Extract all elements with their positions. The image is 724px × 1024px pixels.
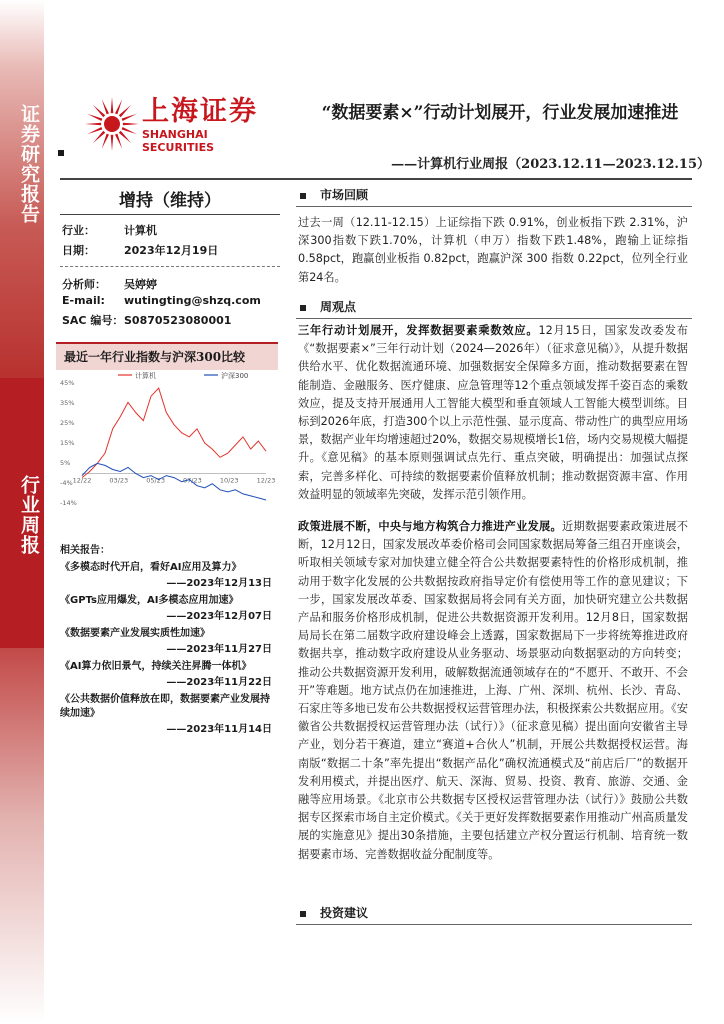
- logo-chinese-name: 上海证券: [142, 96, 258, 127]
- paragraph-2-lead: 政策进展不断，中央与地方构筑合力推进产业发展。: [298, 520, 563, 533]
- section-invest-title: 投资建议: [320, 906, 369, 920]
- y-tick-label: 35%: [60, 399, 75, 407]
- y-tick-label: 5%: [60, 459, 71, 467]
- related-reports: [60, 544, 272, 737]
- info-analyst-value: 吴婷婷: [124, 278, 157, 291]
- legend-label: 计算机: [135, 372, 156, 380]
- logo-ray: [122, 127, 137, 134]
- decorative-square: [58, 150, 64, 156]
- series-line-计算机: [82, 388, 266, 478]
- paragraph-1-lead: 三年行动计划展开，发挥数据要素乘数效应。: [298, 324, 539, 337]
- y-tick-label: -4%: [60, 479, 73, 487]
- logo-ray: [102, 134, 109, 149]
- related-report-date: ——2023年11月14日: [166, 724, 272, 735]
- logo-ray: [122, 114, 137, 121]
- section-market-review: [300, 186, 368, 203]
- sidebar-bottom-band: [0, 648, 44, 1024]
- company-logo: [84, 96, 274, 156]
- section-market-title: 市场回顾: [320, 188, 369, 202]
- info-analyst-key: 分析师：: [62, 278, 106, 291]
- section-investment-advice: [300, 904, 368, 921]
- info-email-value[interactable]: wutingting@shzq.com: [124, 294, 261, 307]
- weekly-paragraph-2: [298, 518, 688, 864]
- logo-ray: [111, 97, 114, 113]
- market-review-text: 过去一周（12.11-12.15）上证综指下跌 0.91%，创业板指下跌 2.31%，沪深300指数下跌1.70%，计算机（申万）指数下跌1.48%，跑输上证综指 0.58pct，跑赢创业板指 0.82pct，跑赢沪深 300 指数 0.22pct，位列全行业第24名。: [298, 216, 688, 284]
- info-date: [62, 242, 218, 258]
- y-tick-label: -14%: [60, 499, 77, 507]
- info-industry: [62, 222, 157, 238]
- info-date-value: 2023年12月19日: [124, 244, 219, 257]
- related-report-date: ——2023年11月22日: [166, 677, 272, 688]
- logo-ray: [87, 127, 102, 134]
- related-reports-heading: 相关报告：: [60, 545, 110, 556]
- rating: 增持（维持）: [119, 191, 221, 211]
- weekly-paragraph-1: [298, 322, 688, 504]
- section-weekly-title: 周观点: [320, 300, 357, 314]
- section-bullet-icon: [300, 911, 306, 917]
- section-divider: [296, 924, 692, 925]
- report-title: “数据要素×”行动计划展开，行业发展加速推进: [321, 103, 679, 123]
- chart-title: 最近一年行业指数与沪深300比较: [64, 350, 246, 364]
- legend-label: 沪深300: [221, 372, 249, 380]
- paragraph-2-body: 近期数据要素政策进展不断，12月12日，国家发展改革委价格司会同国家数据局筹备三组召开座谈会，听取相关领域专家对加快建立健全符合公共数据要素特性的价格形成机制，推动用于数字化发展的公共数据按政府指导定价有偿使用等工作的意见建议；下一步，国家发展改革委、国家数据局将会同有关方面，加快研究建立公共数据产品和服务价格形成机制，促进公共数据资源开发利用。12月8日，国家数据局局长在第二届数字政府建设峰会上透露，国家数据局下一步将统筹推进政府数据共享，推动数字政府建设从业务驱动、场景驱动向数据驱动的方向转变；推动公共数据资源开发利用，破解数据流通领域存在的“不愿开、不敢开、不会开”等难题。地方试点仍在加速推进，上海、广州、深圳、杭州、长沙、青岛、石家庄等多地已发布公共数据授权运营管理办法，积极探索公共数据应用。《安徽省公共数据授权运营管理办法（试行）》（征求意见稿）提出面向安徽省主导产业，划分若干赛道，建立“赛道+合伙人”机制，开展公共数据授权运营。海南版“数据二十条”率先提出“数据产品化”确权流通模式及“前店后厂”的数据开发利用模式，并提出医疗、航天、深海、贸易、投资、教育、旅游、交通、金融等应用场景。《北京市公共数据专区授权运营管理办法（试行）》鼓励公共数据专区探索市场自主定价模式。《关于更好发挥数据要素作用推动广州高质量发展的实施意见》提出30条措施，主要包括建立产权分置运行机制、培育统一数据要素市场、完善数据收益分配制度等。: [298, 520, 688, 861]
- x-tick-label: 12/23: [256, 476, 276, 485]
- related-report-date: ——2023年12月07日: [166, 611, 272, 622]
- logo-ray: [87, 114, 102, 121]
- index-comparison-chart: [56, 342, 278, 514]
- logo-ray: [85, 123, 101, 126]
- logo-ray: [93, 105, 105, 117]
- info-industry-key: 行业：: [62, 224, 95, 237]
- info-sac-key: SAC 编号：: [62, 314, 124, 327]
- logo-ray: [115, 134, 122, 149]
- y-tick-label: 15%: [60, 439, 75, 447]
- chart-header: [56, 342, 278, 370]
- related-report-title[interactable]: 《公共数据价值释放在即，数据要素产业发展持续加速》: [60, 694, 270, 719]
- logo-ray: [123, 123, 139, 126]
- y-tick-label: 45%: [60, 379, 75, 387]
- logo-sunburst-icon: [84, 96, 140, 152]
- section-divider: [296, 206, 692, 207]
- info-sac-value: S0870523080001: [124, 314, 232, 327]
- info-date-key: 日期：: [62, 244, 95, 257]
- logo-ray: [119, 131, 131, 143]
- related-report-date: ——2023年12月13日: [166, 578, 272, 589]
- logo-ray: [111, 135, 114, 151]
- x-tick-label: 12/22: [72, 476, 92, 485]
- info-divider: [60, 266, 280, 267]
- logo-ray: [119, 105, 131, 117]
- info-sac: [62, 312, 231, 328]
- x-tick-label: 10/23: [219, 476, 239, 485]
- section-weekly-view: [300, 298, 356, 315]
- rating-divider: [60, 214, 280, 215]
- logo-ray: [102, 99, 109, 114]
- related-report-title[interactable]: 《GPTs应用爆发，AI多模态应用加速》: [60, 595, 239, 606]
- info-analyst: [62, 276, 157, 292]
- related-report-title[interactable]: 《AI算力依旧景气，持续关注昇腾一体机》: [60, 661, 252, 672]
- related-report-title[interactable]: 《数据要素产业发展实质性加速》: [60, 628, 210, 639]
- related-report-date: ——2023年11月27日: [166, 644, 272, 655]
- logo-ray: [115, 99, 122, 114]
- x-tick-label: 05/23: [146, 476, 165, 485]
- info-industry-value: 计算机: [124, 224, 157, 237]
- info-email: [62, 294, 261, 307]
- y-tick-label: 25%: [60, 419, 75, 427]
- related-report-title[interactable]: 《多模态时代开启，看好AI应用及算力》: [60, 562, 242, 573]
- sidebar-report-category: 行业周报: [18, 475, 40, 555]
- logo-english-name: SHANGHAI SECURITIES: [142, 128, 215, 154]
- section-divider: [296, 318, 692, 319]
- info-email-key: E-mail:: [62, 294, 105, 307]
- section-bullet-icon: [300, 305, 306, 311]
- chart-plot: [56, 368, 278, 514]
- sidebar-report-type: 证券研究报告: [18, 104, 40, 224]
- x-tick-label: 07/23: [183, 476, 202, 485]
- x-tick-label: 03/23: [109, 476, 129, 485]
- logo-ray: [93, 131, 105, 143]
- section-bullet-icon: [300, 193, 306, 199]
- sidebar: [0, 0, 44, 1024]
- header-divider: [60, 178, 692, 180]
- paragraph-1-body: 12月15日，国家发改委发布《“数据要素×”三年行动计划（2024—2026年）（征求意见稿）》，从提升数据供给水平、优化数据流通环境、加强数据安全保障多方面，推动数据要素在智能制造、金融服务、医疗健康、应急管理等12个重点领域发挥千姿百态的乘数效应，提及支持开展通用人工智能大模型和垂直领域人工智能大模型训练。目标到2026年底，打造300个以上示范性强、显示度高、带动性广的典型应用场景，数据产业年均增速超过20%，数据交易规模增长1倍，场内交易规模大幅提升。《意见稿》的基本原则强调试点先行、重点突破，明确提出：加强试点探索，完善多样化、可持续的数据要素价值释放机制；推动数据资源丰富、作用效益明显的领域率先突破，发挥示范引领作用。: [298, 324, 688, 501]
- report-subtitle: ——计算机行业周报（2023.12.11—2023.12.15）: [391, 157, 710, 172]
